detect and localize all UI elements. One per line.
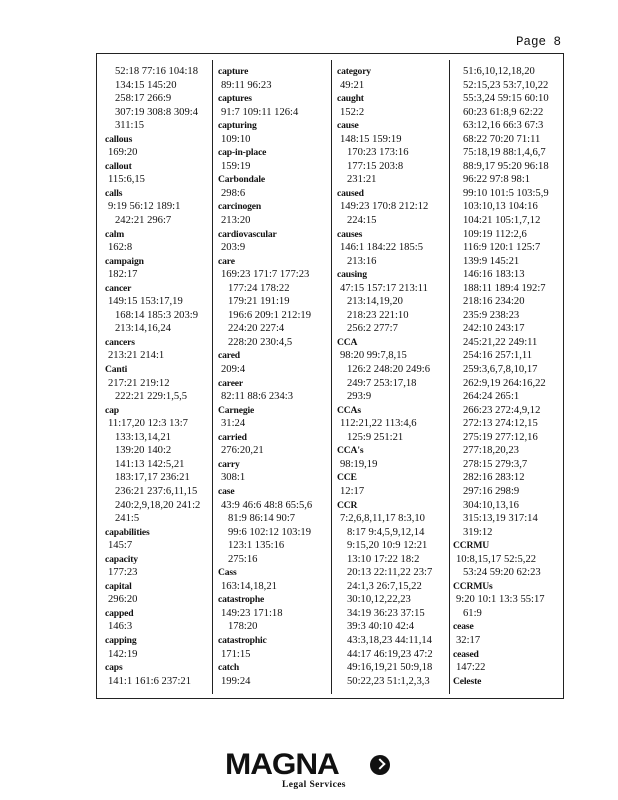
- index-reference: 43:3,18,23 44:11,14: [347, 634, 432, 646]
- index-term: cared: [218, 350, 240, 362]
- index-term: capabilities: [105, 526, 150, 538]
- index-reference: 213:21 214:1: [108, 350, 165, 362]
- index-reference: 293:9: [347, 391, 372, 403]
- index-reference: 218:23 221:10: [347, 309, 409, 321]
- index-reference: 304:10,13,16: [463, 499, 519, 511]
- index-reference: 146:3: [108, 621, 133, 633]
- index-reference: 43:9 46:6 48:8 65:5,6: [221, 499, 313, 511]
- index-term: carried: [218, 431, 247, 443]
- index-reference: 98:19,19: [340, 458, 378, 470]
- index-reference: 169:23 171:7 177:23: [221, 269, 310, 281]
- index-reference: 162:8: [108, 242, 133, 254]
- index-reference: 188:11 189:4 192:7: [463, 282, 546, 294]
- index-term: carcinogen: [218, 201, 262, 213]
- index-reference: 224:20 227:4: [228, 323, 285, 335]
- index-reference: 203:9: [221, 242, 246, 254]
- index-term: caused: [337, 187, 364, 199]
- index-reference: 47:15 157:17 213:11: [340, 282, 428, 294]
- index-reference: 213:14,16,24: [115, 323, 171, 335]
- index-reference: 146:1 184:22 185:5: [340, 242, 423, 254]
- index-reference: 254:16 257:1,11: [463, 350, 533, 362]
- index-reference: 142:19: [108, 648, 138, 660]
- index-reference: 296:20: [108, 594, 138, 606]
- index-term: capacity: [105, 553, 138, 565]
- index-reference: 32:17: [456, 634, 481, 646]
- index-reference: 228:20 230:4,5: [228, 336, 293, 348]
- index-reference: 145:7: [108, 540, 133, 552]
- logo-arrow-icon: [370, 755, 390, 775]
- index-reference: 231:21: [347, 174, 377, 186]
- index-reference: 282:16 283:12: [463, 472, 525, 484]
- index-reference: 112:21,22 113:4,6: [340, 418, 417, 430]
- index-reference: 311:15: [115, 120, 145, 132]
- index-reference: 53:24 59:20 62:23: [463, 567, 541, 579]
- index-reference: 51:6,10,12,18,20: [463, 66, 535, 77]
- index-reference: 276:20,21: [221, 445, 264, 457]
- index-term: caps: [105, 662, 123, 674]
- index-reference: 159:19: [221, 160, 251, 172]
- index-term: catastrophic: [218, 634, 267, 646]
- index-reference: 218:16 234:20: [463, 296, 525, 308]
- index-reference: 30:10,12,22,23: [347, 594, 411, 606]
- index-reference: 9:19 56:12 189:1: [108, 201, 181, 213]
- index-reference: 149:23 170:8 212:12: [340, 201, 429, 213]
- index-reference: 196:6 209:1 212:19: [228, 309, 311, 321]
- index-reference: 224:15: [347, 215, 377, 227]
- index-reference: 116:9 120:1 125:7: [463, 242, 541, 254]
- index-reference: 152:2: [340, 106, 365, 118]
- index-reference: 10:8,15,17 52:5,22: [456, 553, 537, 565]
- index-reference: 141:13 142:5,21: [115, 458, 185, 470]
- index-term: career: [218, 377, 244, 389]
- index-term: Carnegie: [218, 404, 255, 416]
- index-reference: 319:12: [463, 526, 493, 538]
- index-reference: 139:20 140:2: [115, 445, 172, 457]
- index-reference: 149:15 153:17,19: [108, 296, 183, 308]
- index-term: Cass: [218, 567, 237, 579]
- index-term: capturing: [218, 120, 257, 132]
- index-reference: 298:6: [221, 187, 246, 199]
- index-term: carry: [218, 458, 240, 470]
- index-reference: 89:11 96:23: [221, 79, 272, 91]
- index-reference: 213:16: [347, 255, 377, 267]
- index-reference: 258:17 266:9: [115, 93, 172, 105]
- index-reference: 96:22 97:8 98:1: [463, 174, 531, 186]
- index-term: cause: [337, 120, 359, 132]
- index-reference: 133:13,14,21: [115, 431, 171, 443]
- index-reference: 297:16 298:9: [463, 485, 520, 497]
- index-reference: 163:14,18,21: [221, 580, 277, 592]
- index-reference: 241:5: [115, 513, 140, 525]
- index-reference: 8:17 9:4,5,9,12,14: [347, 526, 425, 538]
- index-term: CCE: [337, 472, 357, 484]
- index-reference: 256:2 277:7: [347, 323, 398, 335]
- index-reference: 11:17,20 12:3 13:7: [108, 418, 188, 430]
- index-term: cap-in-place: [218, 147, 267, 159]
- index-reference: 177:23: [108, 567, 138, 579]
- index-reference: 7:2,6,8,11,17 8:3,10: [340, 513, 425, 525]
- index-term: cease: [453, 621, 474, 633]
- index-reference: 147:22: [456, 662, 486, 674]
- page-number: Page 8: [516, 35, 562, 49]
- index-reference: 81:9 86:14 90:7: [228, 513, 296, 525]
- index-reference: 9:15,20 10:9 12:21: [347, 540, 428, 552]
- index-reference: 52:18 77:16 104:18: [115, 66, 198, 77]
- index-reference: 12:17: [340, 485, 365, 497]
- index-reference: 82:11 88:6 234:3: [221, 391, 293, 403]
- index-reference: 171:15: [221, 648, 251, 660]
- index-reference: 240:2,9,18,20 241:2: [115, 499, 201, 511]
- index-term: cap: [105, 404, 119, 416]
- index-reference: 266:23 272:4,9,12: [463, 404, 541, 416]
- index-reference: 109:10: [221, 133, 251, 145]
- index-reference: 49:16,19,21 50:9,18: [347, 662, 433, 674]
- index-reference: 242:10 243:17: [463, 323, 525, 335]
- index-reference: 245:21,22 249:11: [463, 336, 538, 348]
- index-term: causing: [337, 269, 367, 281]
- index-term: ceased: [453, 648, 479, 660]
- index-term: capping: [105, 634, 137, 646]
- index-term: captures: [218, 93, 252, 105]
- index-reference: 264:24 265:1: [463, 391, 520, 403]
- index-reference: 209:4: [221, 364, 246, 376]
- index-term: category: [337, 66, 371, 77]
- index-reference: 91:7 109:11 126:4: [221, 106, 299, 118]
- index-reference: 125:9 251:21: [347, 431, 404, 443]
- index-reference: 44:17 46:19,23 47:2: [347, 648, 433, 660]
- index-reference: 307:19 308:8 309:4: [115, 106, 198, 118]
- index-reference: 183:17,17 236:21: [115, 472, 190, 484]
- index-reference: 213:14,19,20: [347, 296, 403, 308]
- index-reference: 315:13,19 317:14: [463, 513, 538, 525]
- index-term: Celeste: [453, 675, 482, 687]
- index-term: Canti: [105, 364, 128, 376]
- index-term: CCRMU: [453, 540, 490, 552]
- index-term: campaign: [105, 255, 144, 267]
- index-reference: 249:7 253:17,18: [347, 377, 417, 389]
- index-reference: 139:9 145:21: [463, 255, 520, 267]
- index-term: capture: [218, 66, 249, 77]
- index-column-4: [453, 65, 563, 688]
- index-column-2: [218, 65, 328, 688]
- index-reference: 199:24: [221, 675, 251, 687]
- index-term: CCA: [337, 336, 358, 348]
- index-reference: 217:21 219:12: [108, 377, 170, 389]
- index-reference: 178:20: [228, 621, 258, 633]
- index-reference: 99:10 101:5 103:5,9: [463, 187, 549, 199]
- index-reference: 169:20: [108, 147, 138, 159]
- index-reference: 52:15,23 53:7,10,22: [463, 79, 549, 91]
- index-reference: 278:15 279:3,7: [463, 458, 528, 470]
- index-term: capped: [105, 607, 134, 619]
- index-term: calm: [105, 228, 125, 240]
- index-frame: [96, 53, 564, 699]
- index-reference: 103:10,13 104:16: [463, 201, 538, 213]
- index-term: CCRMUs: [453, 580, 493, 592]
- index-term: case: [218, 485, 235, 497]
- index-reference: 168:14 185:3 203:9: [115, 309, 198, 321]
- index-reference: 9:20 10:1 13:3 55:17: [456, 594, 545, 606]
- index-reference: 277:18,20,23: [463, 445, 519, 457]
- index-reference: 146:16 183:13: [463, 269, 525, 281]
- index-reference: 148:15 159:19: [340, 133, 402, 145]
- index-reference: 68:22 70:20 71:11: [463, 133, 541, 145]
- magna-logo: [222, 750, 397, 792]
- index-reference: 242:21 296:7: [115, 215, 172, 227]
- index-term: callous: [105, 133, 133, 145]
- index-term: cancers: [105, 336, 135, 348]
- index-reference: 61:9: [463, 607, 482, 619]
- index-term: CCR: [337, 499, 358, 511]
- index-reference: 275:16: [228, 553, 258, 565]
- index-reference: 109:19 112:2,6: [463, 228, 527, 240]
- index-reference: 60:23 61:8,9 62:22: [463, 106, 544, 118]
- index-reference: 141:1 161:6 237:21: [108, 675, 191, 687]
- index-reference: 262:9,19 264:16,22: [463, 377, 546, 389]
- index-reference: 13:10 17:22 18:2: [347, 553, 420, 565]
- index-term: catastrophe: [218, 594, 265, 606]
- index-reference: 20:13 22:11,22 23:7: [347, 567, 433, 579]
- index-reference: 55:3,24 59:15 60:10: [463, 93, 549, 105]
- index-term: cardiovascular: [218, 228, 277, 240]
- index-reference: 50:22,23 51:1,2,3,3: [347, 675, 430, 687]
- index-reference: 272:13 274:12,15: [463, 418, 538, 430]
- index-term: CCA's: [337, 445, 364, 457]
- index-term: calls: [105, 187, 123, 199]
- index-term: CCAs: [337, 404, 361, 416]
- logo-subtitle: Legal Services: [282, 780, 346, 790]
- column-divider: [212, 60, 213, 694]
- index-reference: 179:21 191:19: [228, 296, 290, 308]
- index-reference: 236:21 237:6,11,15: [115, 485, 198, 497]
- index-reference: 115:6,15: [108, 174, 145, 186]
- index-term: care: [218, 255, 235, 267]
- index-reference: 126:2 248:20 249:6: [347, 364, 430, 376]
- column-divider: [331, 60, 332, 694]
- index-reference: 63:12,16 66:3 67:3: [463, 120, 544, 132]
- index-column-3: [337, 65, 447, 688]
- index-reference: 98:20 99:7,8,15: [340, 350, 407, 362]
- index-reference: 222:21 229:1,5,5: [115, 391, 188, 403]
- index-reference: 170:23 173:16: [347, 147, 409, 159]
- index-reference: 88:9,17 95:20 96:18: [463, 160, 549, 172]
- index-term: cancer: [105, 282, 132, 294]
- index-term: causes: [337, 228, 363, 240]
- column-divider: [449, 60, 450, 694]
- index-reference: 99:6 102:12 103:19: [228, 526, 311, 538]
- index-reference: 177:15 203:8: [347, 160, 404, 172]
- index-reference: 123:1 135:16: [228, 540, 285, 552]
- index-reference: 182:17: [108, 269, 138, 281]
- index-term: capital: [105, 580, 132, 592]
- index-reference: 308:1: [221, 472, 246, 484]
- index-reference: 39:3 40:10 42:4: [347, 621, 415, 633]
- index-reference: 49:21: [340, 79, 365, 91]
- index-reference: 24:1,3 26:7,15,22: [347, 580, 422, 592]
- index-reference: 149:23 171:18: [221, 607, 283, 619]
- index-term: caught: [337, 93, 364, 105]
- index-reference: 134:15 145:20: [115, 79, 177, 91]
- index-column-1: [105, 65, 215, 688]
- index-term: callout: [105, 160, 132, 172]
- index-term: catch: [218, 662, 240, 674]
- logo-wordmark: MAGNA: [225, 748, 339, 781]
- index-reference: 259:3,6,7,8,10,17: [463, 364, 538, 376]
- index-reference: 104:21 105:1,7,12: [463, 215, 541, 227]
- index-reference: 75:18,19 88:1,4,6,7: [463, 147, 546, 159]
- index-reference: 31:24: [221, 418, 246, 430]
- index-reference: 177:24 178:22: [228, 282, 290, 294]
- index-term: Carbondale: [218, 174, 266, 186]
- index-reference: 34:19 36:23 37:15: [347, 607, 425, 619]
- index-reference: 213:20: [221, 215, 251, 227]
- index-reference: 235:9 238:23: [463, 309, 520, 321]
- index-reference: 275:19 277:12,16: [463, 431, 538, 443]
